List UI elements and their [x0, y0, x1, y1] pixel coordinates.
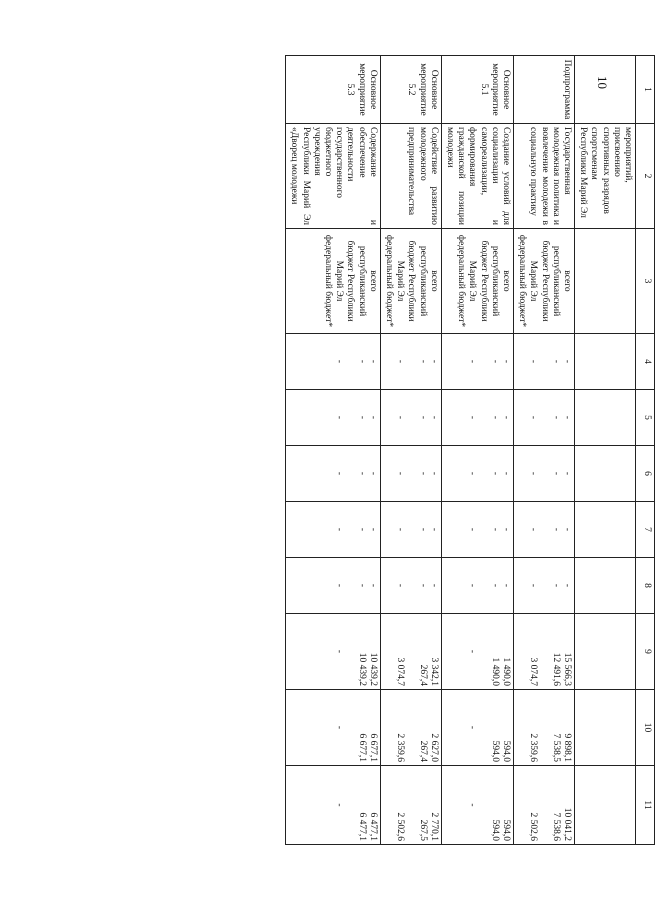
col4-values: - - - — [441, 334, 513, 390]
row-name: Создание условий для социализации и самореализации, формирования гражданской позиции молодежи — [441, 124, 513, 229]
row-label: Основное мероприятие 5.2 — [380, 56, 441, 124]
column-header: 11 — [636, 766, 655, 845]
page-number: 10 — [595, 76, 610, 89]
continuation-name: мероприятий, присвоению спортивных разрядов спортсменам Республики Марий Эл — [574, 124, 635, 229]
col7-values: - - - — [286, 502, 381, 558]
column-header: 1 — [636, 56, 655, 124]
col9-values: 15 566,3 12 491,6 3 074,7 — [513, 614, 574, 690]
col5-values: - - - — [380, 390, 441, 446]
column-header: 4 — [636, 334, 655, 390]
col6-values: - - - — [441, 446, 513, 502]
table-row — [513, 56, 574, 845]
column-number-row — [636, 56, 655, 845]
row-name: Содержание и обеспечение деятельности государственного бюджетного учреждения Республики Марий Эл «Дворец молодежи — [286, 124, 381, 229]
col8-values: - - - — [380, 558, 441, 614]
col8-values: - - - — [286, 558, 381, 614]
col6-values: - - - — [513, 446, 574, 502]
funding-sources: всего республиканский бюджет Республики Марий Эл федеральный бюджет* — [441, 229, 513, 334]
col10-values: 594,0 594,0 - — [441, 690, 513, 766]
row-label: Подпрограмма — [513, 56, 574, 124]
col11-values: 6 477,1 6 477,1 - — [286, 766, 381, 845]
column-header: 10 — [636, 690, 655, 766]
table-row — [380, 56, 441, 845]
col5-values: - - - — [441, 390, 513, 446]
row-name: Содействие развитию молодежного предпринимательства — [380, 124, 441, 229]
column-header: 2 — [636, 124, 655, 229]
column-header: 3 — [636, 229, 655, 334]
column-header: 8 — [636, 558, 655, 614]
funding-sources: всего республиканский бюджет Республики Марий Эл федеральный бюджет* — [286, 229, 381, 334]
col11-values: 594,0 594,0 - — [441, 766, 513, 845]
column-header: 7 — [636, 502, 655, 558]
row-label: Основное мероприятие 5.3 — [286, 56, 381, 124]
col5-values: - - - — [513, 390, 574, 446]
col8-values: - - - — [441, 558, 513, 614]
col7-values: - - - — [513, 502, 574, 558]
col6-values: - - - — [380, 446, 441, 502]
row-label: Основное мероприятие 5.1 — [441, 56, 513, 124]
col11-values: 2 770,1 267,5 2 502,6 — [380, 766, 441, 845]
column-header: 9 — [636, 614, 655, 690]
col9-values: 10 439,2 10 439,2 - — [286, 614, 381, 690]
col10-values: 9 898,1 7 538,5 2 359,6 — [513, 690, 574, 766]
funding-sources: всего республиканский бюджет Республики Марий Эл федеральный бюджет* — [380, 229, 441, 334]
rotated-table-container — [125, 55, 655, 845]
col7-values: - - - — [441, 502, 513, 558]
col6-values: - - - — [286, 446, 381, 502]
column-header: 5 — [636, 390, 655, 446]
col10-values: 6 677,1 6 677,1 - — [286, 690, 381, 766]
column-header: 6 — [636, 446, 655, 502]
row-name: Государственная молодежная политика и вовлечение молодежи в социальную практику — [513, 124, 574, 229]
funding-sources: всего республиканский бюджет Республики Марий Эл федеральный бюджет* — [513, 229, 574, 334]
col4-values: - - - — [380, 334, 441, 390]
table-row — [441, 56, 513, 845]
col4-values: - - - — [286, 334, 381, 390]
col4-values: - - - — [513, 334, 574, 390]
col7-values: - - - — [380, 502, 441, 558]
col9-values: 1 490,0 1 490,0 - — [441, 614, 513, 690]
budget-table — [285, 55, 655, 845]
col8-values: - - - — [513, 558, 574, 614]
continuation-row — [574, 56, 635, 845]
col9-values: 3 342,1 267,4 3 074,7 — [380, 614, 441, 690]
table-row — [286, 56, 381, 845]
col11-values: 10 041,2 7 538,6 2 502,6 — [513, 766, 574, 845]
col10-values: 2 627,0 267,4 2 359,6 — [380, 690, 441, 766]
col5-values: - - - — [286, 390, 381, 446]
